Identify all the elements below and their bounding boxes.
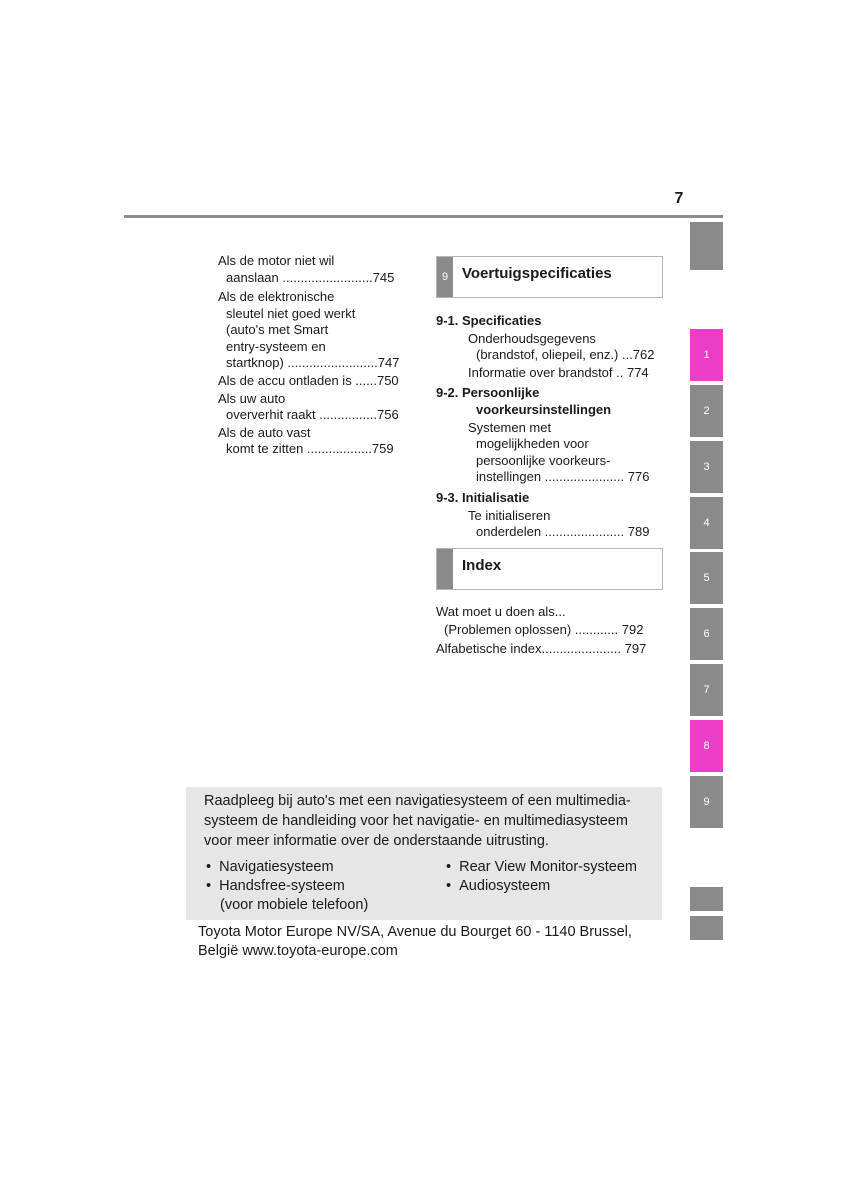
subsection-heading[interactable]: 9-1. Specificaties [436, 313, 542, 328]
section-number [437, 549, 453, 589]
subsection-heading[interactable]: 9-2. Persoonlijke [436, 385, 540, 400]
toc-line[interactable]: startknop) .........................747 [226, 355, 400, 370]
toc-line[interactable]: Te initialiseren [468, 508, 551, 523]
toc-line[interactable]: Als de accu ontladen is ......750 [218, 373, 399, 388]
page-number: 7 [674, 190, 684, 207]
toc-line[interactable]: komt te zitten ..................759 [226, 441, 394, 456]
subsection-heading: voorkeursinstellingen [476, 402, 612, 417]
section-title: Index [462, 557, 502, 574]
header-rule [124, 215, 723, 218]
notice-text: Raadpleeg bij auto's met een navigatiesysteem of een multimedia- [204, 793, 631, 809]
chapter-tab-3[interactable]: 3 [690, 441, 723, 493]
chapter-tab-9[interactable]: 9 [690, 776, 723, 828]
chapter-tab-4[interactable]: 4 [690, 497, 723, 549]
toc-line[interactable]: (Problemen oplossen) ............ 792 [444, 622, 644, 637]
chapter-tab-index-a[interactable] [690, 887, 723, 911]
bullet-item: • Audiosysteem [446, 878, 551, 894]
chapter-tab-2[interactable]: 2 [690, 385, 723, 437]
chapter-tab-index-b[interactable] [690, 916, 723, 940]
toc-line[interactable]: oververhit raakt ................756 [226, 407, 399, 422]
notice-text: systeem de handleiding voor het navigatie- en multimediasysteem [204, 813, 628, 829]
toc-line[interactable]: Als uw auto [218, 391, 286, 406]
toc-line[interactable]: (brandstof, oliepeil, enz.) ...762 [476, 347, 655, 362]
toc-line[interactable]: Systemen met [468, 420, 552, 435]
bullet-item: • Navigatiesysteem [206, 859, 334, 875]
section-title: Voertuigspecificaties [462, 265, 612, 282]
toc-line[interactable]: instellingen ...................... 776 [476, 469, 650, 484]
toc-line[interactable]: aanslaan .........................745 [226, 270, 395, 285]
footer-address: Toyota Motor Europe NV/SA, Avenue du Bourget 60 - 1140 Brussel, [198, 924, 632, 940]
section-number: 9 [437, 257, 453, 297]
toc-line[interactable]: onderdelen ...................... 789 [476, 524, 650, 539]
chapter-tab-8[interactable]: 8 [690, 720, 723, 772]
toc-line[interactable]: mogelijkheden voor [476, 436, 589, 451]
chapter-tab-1[interactable]: 1 [690, 329, 723, 381]
bullet-item: • Rear View Monitor-systeem [446, 859, 637, 875]
toc-line[interactable]: Wat moet u doen als... [436, 604, 566, 619]
chapter-tab-5[interactable]: 5 [690, 552, 723, 604]
section-header-9[interactable] [436, 256, 663, 298]
chapter-tab-top[interactable] [690, 222, 723, 270]
toc-line[interactable]: Als de motor niet wil [218, 253, 335, 268]
toc-line[interactable]: Informatie over brandstof .. 774 [468, 365, 649, 380]
chapter-tab-7[interactable]: 7 [690, 664, 723, 716]
toc-line[interactable]: Alfabetische index...................... 797 [436, 641, 647, 656]
toc-line[interactable]: sleutel niet goed werkt [226, 306, 356, 321]
footer-address: België www.toyota-europe.com [198, 943, 398, 959]
toc-line[interactable]: Onderhoudsgegevens [468, 331, 596, 346]
bullet-item-continuation: (voor mobiele telefoon) [220, 897, 369, 913]
section-header-index[interactable] [436, 548, 663, 590]
bullet-item: • Handsfree-systeem [206, 878, 345, 894]
toc-line[interactable]: Als de elektronische [218, 289, 335, 304]
chapter-tab-6[interactable]: 6 [690, 608, 723, 660]
toc-line[interactable]: persoonlijke voorkeurs- [476, 453, 611, 468]
notice-text: voor meer informatie over de onderstaande uitrusting. [204, 833, 549, 849]
subsection-heading[interactable]: 9-3. Initialisatie [436, 490, 530, 505]
toc-line[interactable]: entry-systeem en [226, 339, 326, 354]
toc-line[interactable]: Als de auto vast [218, 425, 311, 440]
toc-line[interactable]: (auto's met Smart [226, 322, 329, 337]
